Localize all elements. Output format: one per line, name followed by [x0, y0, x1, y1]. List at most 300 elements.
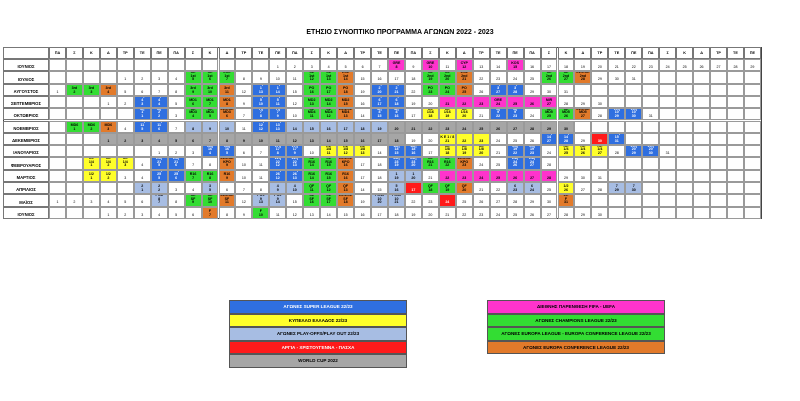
day-cell — [337, 194, 354, 206]
day-cell: 25 — [541, 182, 558, 194]
event-label: PO8 8 7 — [155, 194, 163, 205]
day-cell: 19 — [354, 194, 371, 206]
event-label: 29 — [547, 126, 552, 131]
day-cell — [303, 194, 320, 206]
event-label: 17η 17 8 — [274, 145, 281, 156]
day-cell — [337, 182, 354, 194]
day-cell: 21 — [490, 145, 507, 157]
day-cell: 15 — [337, 207, 354, 219]
day-cell: 20 — [591, 59, 608, 71]
day-cell — [456, 133, 473, 145]
event-label: CL MD1 7 — [206, 95, 214, 106]
day-cell — [337, 71, 354, 83]
day-cell: 22 — [473, 71, 490, 83]
day-cell — [524, 145, 541, 157]
event-label: PO10 10 21 — [391, 194, 402, 205]
day-cell — [303, 170, 320, 182]
day-cell — [185, 194, 202, 206]
event-label: PO3 3 5 — [206, 182, 214, 192]
event-label: 23 — [462, 175, 467, 180]
day-cell — [456, 96, 473, 108]
day-cell — [422, 182, 439, 194]
legend-item: ΑΡΓΙΑ - ΧΡΙΣΤΟΥΓΕΝΝΑ - ΠΑΣΧΑ — [229, 341, 407, 355]
day-cell: 23 — [473, 207, 490, 219]
event-label: CL MD5 25 — [545, 108, 553, 119]
event-label: 7 — [209, 138, 212, 143]
day-cell — [558, 71, 575, 83]
empty-cell — [744, 71, 761, 83]
day-cell: 5 — [337, 59, 354, 71]
day-cell — [337, 121, 354, 133]
event-label: 6η 6 17 — [377, 95, 382, 106]
day-cell — [83, 121, 100, 133]
empty-cell — [642, 84, 659, 96]
empty-cell — [83, 71, 100, 83]
event-label: PO9 9 13 — [257, 194, 265, 205]
weekday-header: Δ — [100, 47, 117, 59]
day-cell: 15 — [286, 84, 303, 96]
event-label: EL-ECL 3rd 4 — [101, 83, 115, 94]
day-cell — [507, 59, 524, 71]
day-cell: 29 — [524, 194, 541, 206]
day-cell: 8 — [168, 194, 185, 206]
weekday-header: Κ — [202, 47, 219, 59]
event-label: 21η 21 6 — [173, 157, 180, 168]
empty-cell — [219, 59, 236, 71]
day-cell — [66, 84, 83, 96]
day-cell — [320, 170, 337, 182]
empty-cell — [49, 207, 66, 219]
day-cell — [100, 133, 117, 145]
day-cell — [320, 108, 337, 120]
day-cell: 11 — [252, 170, 269, 182]
day-cell: 7 — [235, 108, 252, 120]
day-cell: 1 — [269, 59, 286, 71]
day-cell — [574, 71, 591, 83]
day-cell — [269, 170, 286, 182]
empty-cell — [66, 108, 83, 120]
event-label: 20η 20 29 — [630, 145, 637, 156]
event-label: 1 — [107, 138, 110, 143]
day-cell — [320, 96, 337, 108]
event-label: CL 2nd 20 — [444, 71, 451, 82]
day-cell: 1 — [100, 207, 117, 219]
day-cell — [219, 71, 236, 83]
empty-cell — [574, 121, 591, 133]
event-label: 24 — [462, 126, 467, 131]
event-label: CL QF 19 — [444, 182, 450, 192]
day-cell: 25 — [676, 59, 693, 71]
event-label: PO7 7 30 — [630, 182, 638, 192]
day-cell — [388, 194, 405, 206]
day-cell — [354, 121, 371, 133]
day-cell: 8 — [235, 71, 252, 83]
empty-cell — [202, 59, 219, 71]
day-cell — [303, 108, 320, 120]
empty-cell — [676, 145, 693, 157]
day-cell — [185, 121, 202, 133]
day-cell: 4 — [100, 194, 117, 206]
day-cell — [388, 108, 405, 120]
day-cell: 3 — [83, 194, 100, 206]
event-label: 26η 26 13 — [291, 169, 298, 180]
day-cell: 18 — [405, 71, 422, 83]
event-label: 11η 11 6 — [156, 120, 163, 131]
event-label: 14 — [326, 138, 331, 143]
weekday-header: Κ — [439, 47, 456, 59]
day-cell — [219, 121, 236, 133]
empty-cell — [693, 207, 710, 219]
empty-cell — [659, 194, 676, 206]
day-cell — [185, 170, 202, 182]
empty-cell — [710, 182, 727, 194]
weekday-header: ΠΕ — [744, 47, 761, 59]
empty-cell — [659, 207, 676, 219]
day-cell — [337, 84, 354, 96]
empty-cell — [659, 84, 676, 96]
event-label: KE 1/2 2 — [105, 169, 111, 180]
empty-cell — [744, 133, 761, 145]
day-cell — [541, 96, 558, 108]
event-label: 5η 5 10 — [258, 95, 263, 106]
day-cell — [405, 170, 422, 182]
event-label: CL R16 8 — [206, 169, 214, 180]
day-cell — [151, 182, 168, 194]
day-cell — [558, 133, 575, 145]
day-cell: 14 — [354, 108, 371, 120]
weekday-header: ΤΕ — [134, 47, 151, 59]
empty-cell — [693, 108, 710, 120]
event-label: KE 1/8 19 — [461, 145, 467, 156]
event-label: 5 — [175, 138, 178, 143]
event-label: KE 1/4 26 — [580, 145, 586, 156]
day-cell: 12 — [286, 207, 303, 219]
day-cell — [202, 121, 219, 133]
day-cell: 2 — [117, 96, 134, 108]
legend-item: ΑΓΩΝΕΣ SUPER LEAGUE 22/23 — [229, 300, 407, 314]
day-cell: 10 — [269, 71, 286, 83]
day-cell — [507, 170, 524, 182]
empty-cell — [659, 133, 676, 145]
event-label: GRE- CYP 12 — [459, 59, 469, 69]
event-label: 3 — [141, 138, 144, 143]
event-label: 25 — [496, 175, 501, 180]
event-label: 16η 16 4 — [206, 145, 214, 156]
day-cell: 20 — [422, 96, 439, 108]
day-cell — [202, 207, 219, 219]
day-cell — [608, 133, 625, 145]
day-cell — [269, 145, 286, 157]
day-cell: 11 — [269, 207, 286, 219]
day-cell — [219, 145, 236, 157]
empty-cell — [659, 96, 676, 108]
empty-cell — [591, 194, 608, 206]
empty-cell — [642, 121, 659, 133]
event-label: EL-ECL QF 13 — [339, 182, 353, 192]
event-label: 20 — [394, 126, 399, 131]
empty-cell — [235, 59, 252, 71]
event-label: 8η 8 16 — [394, 108, 399, 119]
day-cell: 7 — [235, 182, 252, 194]
empty-cell — [591, 157, 608, 169]
empty-cell — [676, 96, 693, 108]
day-cell — [524, 170, 541, 182]
event-label: CL SF 17 — [326, 194, 332, 205]
day-cell — [219, 84, 236, 96]
month-header-cell — [3, 47, 49, 59]
event-label: 11η 11 5 — [139, 120, 146, 131]
day-cell — [490, 84, 507, 96]
event-label: CL 3rd 2 — [71, 83, 78, 94]
day-cell — [388, 121, 405, 133]
day-cell — [558, 108, 575, 120]
event-label: 14η 14 28 — [562, 132, 570, 143]
event-label: 8η 8 15 — [377, 108, 382, 119]
day-cell — [422, 157, 439, 169]
event-label: 30 — [597, 138, 602, 143]
weekday-header: Δ — [219, 47, 236, 59]
weekday-header: ΠΑ — [49, 47, 66, 59]
day-cell — [269, 194, 286, 206]
event-label: 24 — [479, 175, 484, 180]
day-cell: 6 — [134, 194, 151, 206]
day-cell: 7 — [371, 59, 388, 71]
event-label: PO10 10 20 — [374, 194, 385, 205]
empty-cell — [744, 207, 761, 219]
empty-cell — [608, 194, 625, 206]
weekday-header: Κ — [558, 47, 575, 59]
event-label: KE 1/4 25 — [563, 145, 569, 156]
empty-cell — [710, 170, 727, 182]
day-cell — [320, 71, 337, 83]
event-label: 15 — [309, 126, 314, 131]
day-cell: 2 — [117, 207, 134, 219]
event-label: 7η 7 8 — [258, 108, 263, 119]
day-cell: 27 — [710, 59, 727, 71]
day-cell: 3 — [168, 108, 185, 120]
event-label: KE 1/4 3 — [122, 157, 128, 168]
empty-cell — [66, 59, 83, 71]
day-cell: 3 — [303, 59, 320, 71]
empty-cell — [625, 157, 642, 169]
event-label: KE 1/16 20 — [460, 108, 468, 119]
day-cell — [473, 133, 490, 145]
day-cell — [625, 182, 642, 194]
event-label: CL 2nd 27 — [562, 71, 570, 82]
event-label: 4η 4 3 — [140, 95, 145, 106]
day-cell — [286, 121, 303, 133]
event-label: CL SF 10 — [207, 194, 213, 205]
empty-cell — [608, 96, 625, 108]
event-label: 24η 24 27 — [528, 157, 536, 168]
day-cell — [303, 157, 320, 169]
day-cell: 17 — [541, 59, 558, 71]
empty-cell — [659, 108, 676, 120]
day-cell: 28 — [608, 145, 625, 157]
day-cell — [320, 182, 337, 194]
day-cell — [456, 182, 473, 194]
day-cell: 29 — [574, 96, 591, 108]
day-cell — [490, 121, 507, 133]
day-cell: 16 — [524, 59, 541, 71]
event-label: 9 — [242, 138, 245, 143]
event-label: CL MD2 14 — [324, 95, 333, 106]
event-label: CL R16 21 — [427, 157, 434, 168]
event-label: 19η 19 23 — [528, 145, 536, 156]
day-cell: 24 — [524, 108, 541, 120]
empty-cell — [710, 71, 727, 83]
day-cell — [151, 96, 168, 108]
empty-cell — [66, 170, 83, 182]
day-cell: 20 — [422, 207, 439, 219]
day-cell: 4 — [168, 71, 185, 83]
day-cell: 13 — [303, 207, 320, 219]
event-label: PO6 6 24 — [528, 182, 536, 192]
event-label: 1η 1 13 — [258, 83, 263, 94]
empty-cell — [558, 157, 575, 169]
day-cell — [456, 145, 473, 157]
day-cell: 1 — [117, 71, 134, 83]
weekday-header: Κ — [676, 47, 693, 59]
event-label: 6η 2 2 — [157, 108, 162, 119]
event-label: GRE- NIR 27 — [544, 95, 554, 106]
day-cell — [100, 84, 117, 96]
day-cell: 28 — [558, 96, 575, 108]
day-cell: 6 — [235, 145, 252, 157]
event-label: CL QF 11 — [309, 182, 315, 192]
day-cell — [439, 84, 456, 96]
day-cell: 1 — [151, 145, 168, 157]
day-cell — [219, 157, 236, 169]
event-label: 22 — [462, 101, 467, 106]
event-label: CL R16 14 — [308, 169, 316, 180]
empty-cell — [625, 121, 642, 133]
event-label: CL 1st 12 — [309, 71, 315, 82]
day-cell — [337, 157, 354, 169]
day-cell: 1 — [100, 96, 117, 108]
weekday-header: ΤΕ — [608, 47, 625, 59]
day-cell: 26 — [524, 133, 541, 145]
event-label: CL R16 7 — [189, 169, 197, 180]
event-label: EL-ECL R16 16 — [339, 169, 353, 180]
day-cell — [574, 145, 591, 157]
event-label: CL PO 17 — [326, 83, 332, 94]
empty-cell — [83, 182, 100, 194]
event-label: KE 1/4 2 — [105, 157, 111, 168]
month-label: ΦΕΒΡΟΥΑΡΙΟΣ — [3, 157, 49, 169]
event-label: 23 — [445, 126, 450, 131]
empty-cell — [574, 84, 591, 96]
legend-item: WORLD CUP 2022 — [229, 354, 407, 368]
day-cell: 10 — [235, 157, 252, 169]
event-label: ECL 1st 14 — [342, 71, 350, 82]
day-cell — [608, 182, 625, 194]
event-label: 26 — [530, 101, 535, 106]
day-cell — [66, 121, 83, 133]
event-label: CL PO 23 — [427, 83, 433, 94]
day-cell — [507, 96, 524, 108]
day-cell — [185, 84, 202, 96]
day-cell: 24 — [541, 145, 558, 157]
day-cell — [320, 121, 337, 133]
day-cell: 11 — [252, 157, 269, 169]
event-label: EL-ECL PO 18 — [339, 83, 353, 94]
weekday-header: ΤΕ — [727, 47, 744, 59]
empty-cell — [151, 59, 168, 71]
empty-cell — [710, 133, 727, 145]
event-label: CL 1st 13 — [326, 71, 332, 82]
day-cell: 31 — [659, 145, 676, 157]
event-label: CL R16 15 — [325, 169, 332, 180]
day-cell: 7 — [185, 157, 202, 169]
day-cell: 30 — [591, 207, 608, 219]
weekday-header: ΤΕ — [252, 47, 269, 59]
event-label: CL 2nd 26 — [545, 71, 553, 82]
empty-cell — [744, 182, 761, 194]
event-label: 30 — [563, 126, 568, 131]
day-cell — [83, 84, 100, 96]
day-cell: 19 — [574, 59, 591, 71]
event-label: 20η 20 30 — [647, 145, 654, 156]
empty-cell — [49, 59, 66, 71]
empty-cell — [100, 71, 117, 83]
day-cell — [252, 121, 269, 133]
empty-cell — [693, 133, 710, 145]
day-cell: 18 — [388, 207, 405, 219]
day-cell: 25 — [456, 194, 473, 206]
day-cell: 18 — [371, 157, 388, 169]
day-cell — [134, 108, 151, 120]
day-cell: 7 — [151, 84, 168, 96]
event-label: 25 — [513, 101, 518, 106]
weekday-header: ΠΑ — [168, 47, 185, 59]
day-cell: 11 — [286, 71, 303, 83]
day-cell: 17 — [354, 170, 371, 182]
day-cell — [388, 157, 405, 169]
event-label: CL SF 16 — [309, 194, 315, 205]
empty-cell — [693, 121, 710, 133]
empty-cell — [49, 157, 66, 169]
event-label: CL 1st 6 — [207, 71, 213, 82]
day-cell — [405, 157, 422, 169]
day-cell: 9 — [235, 207, 252, 219]
event-label: 12 — [292, 138, 297, 143]
event-label: 23 — [479, 138, 484, 143]
day-cell: 24 — [473, 157, 490, 169]
day-cell — [202, 145, 219, 157]
empty-cell — [252, 59, 269, 71]
event-label: 25η 25 5 — [156, 169, 163, 180]
empty-cell — [659, 170, 676, 182]
day-cell: 3 — [151, 71, 168, 83]
empty-cell — [625, 84, 642, 96]
day-cell — [422, 108, 439, 120]
day-cell: 14 — [320, 207, 337, 219]
day-cell — [456, 59, 473, 71]
day-cell — [320, 194, 337, 206]
day-cell: 16 — [371, 71, 388, 83]
empty-cell — [710, 108, 727, 120]
event-label: 10 — [258, 138, 263, 143]
day-cell — [456, 71, 473, 83]
event-label: KE 1/8 11 — [326, 145, 332, 156]
event-label: ECL 2nd 21 — [460, 71, 468, 82]
day-cell: 10 — [286, 108, 303, 120]
day-cell: 1 — [49, 84, 66, 96]
event-label: 22η 22 12 — [274, 157, 281, 168]
day-cell — [473, 145, 490, 157]
event-label: 16 — [360, 138, 365, 143]
